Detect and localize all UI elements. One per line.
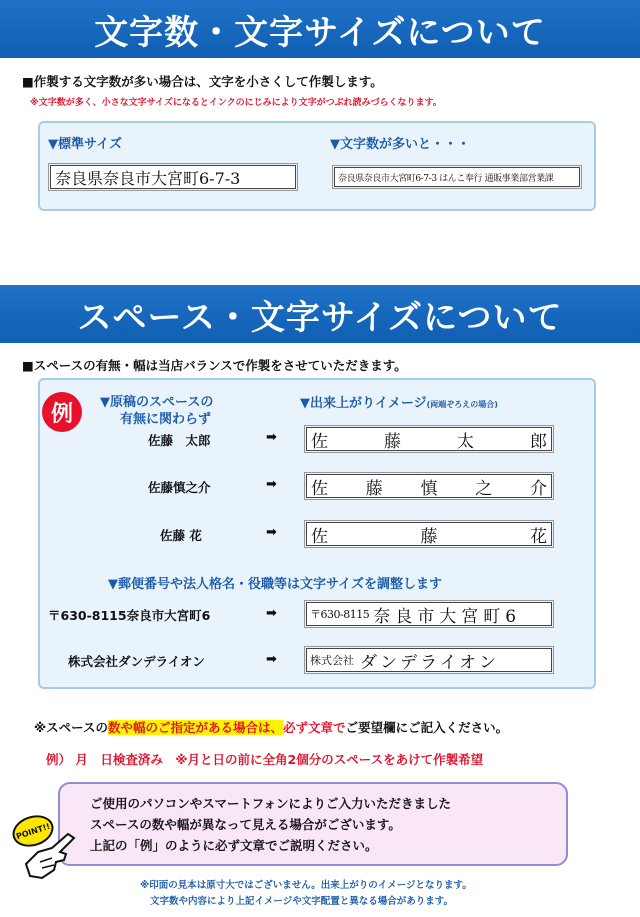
postal-output-small: 〒630-8115 [310,608,370,621]
point-box [58,782,568,866]
many-chars-heading: ▼文字数が多いと・・・ [330,137,470,152]
notice-required: 必ず文章で [283,720,346,735]
standard-size-heading: ▼標準サイズ [48,137,122,152]
section1-lead: ■作製する文字数が多い場合は、文字を小さくして作製します。 [22,74,383,89]
postal-output-large: 奈良市大宮町6 [373,606,522,627]
row1-arrow-icon: ➡ [266,430,277,445]
section1-note: ※文字数が多く、小さな文字サイズになるとインクのにじみにより文字がつぶれ読みづらくなります。 [30,98,442,108]
row1-input: 佐藤 太郎 [148,433,211,448]
point-badge: POINT!! [8,810,57,852]
company-output [306,648,552,672]
row3-char3: 花 [530,526,547,547]
row2-input: 佐藤慎之介 [148,480,211,495]
standard-size-sample: 奈良県奈良市大宮町6-7-3 [50,165,296,189]
section2-title: スペース・文字サイズについて [0,285,640,343]
postal-output [306,602,552,626]
postal-arrow-icon: ➡ [266,606,277,621]
result-heading [300,392,498,411]
row3-arrow-icon: ➡ [266,525,277,540]
notice-example: 例） 月 日検査済み ※月と日の前に全角2個分のスペースをあけて作製希望 [46,752,484,767]
row1-output [306,427,552,451]
original-heading-line1: ▼原稿のスペースの [100,395,214,410]
company-input: 株式会社ダンデライオン [68,654,205,669]
row1-char3: 太 [457,431,474,452]
footer-line1: ※印面の見本は原寸大ではございません。出来上がりのイメージとなります。 [140,880,472,891]
row2-char2: 藤 [365,478,383,499]
footer-line2: 文字数や内容により上記イメージや文字配置と異なる場合があります。 [150,896,453,907]
row1-char1: 佐 [311,431,328,452]
company-output-small: 株式会社 [310,654,354,667]
point-line2: スペースの数や幅が異なって見える場合がございます。 [90,817,401,832]
row2-char3: 慎 [420,478,438,499]
row2-arrow-icon: ➡ [266,477,277,492]
section1-title: 文字数・文字サイズについて [0,0,640,58]
result-heading-note: (両端ぞろえの場合) [426,400,498,409]
notice-highlight: 数や幅のご指定がある場合は、 [108,720,284,735]
section2-lead: ■スペースの有無・幅は当店バランスで作製をさせていただきます。 [22,358,407,373]
row2-char4: 之 [475,478,493,499]
row3-input: 佐藤 花 [160,528,202,543]
company-output-large: ダンデライオン [360,652,500,673]
row3-char1: 佐 [311,526,328,547]
point-line1: ご使用のパソコンやスマートフォンによりご入力いただきました [90,796,452,811]
size-compare-panel [38,121,596,211]
postal-heading: ▼郵便番号や法人格名・役職等は文字サイズを調整します [108,577,442,592]
company-arrow-icon: ➡ [266,652,277,667]
point-line3: 上記の「例」のように必ず文章でご説明ください。 [90,838,378,853]
row1-char4: 郎 [530,431,547,452]
row3-char2: 藤 [420,526,438,547]
row2-char1: 佐 [311,478,328,499]
postal-input: 〒630-8115奈良市大宮町6 [48,608,211,623]
point-pointing-hand-icon [12,812,82,892]
many-chars-sample: 奈良県奈良市大宮町6-7-3 はんこ奉行 通販事業部営業課 [334,167,580,187]
original-heading-line2: 有無に関わらず [120,412,212,427]
result-heading-text: ▼出来上がりイメージ [300,396,427,411]
row3-output [306,522,552,546]
spacing-notice [34,718,508,736]
row2-output [306,474,552,498]
row2-char5: 介 [530,478,547,499]
row1-char2: 藤 [384,431,401,452]
notice-suffix: ご要望欄にご記入ください。 [345,720,509,735]
example-badge: 例 [42,392,82,432]
notice-prefix: ※スペースの [34,720,109,735]
